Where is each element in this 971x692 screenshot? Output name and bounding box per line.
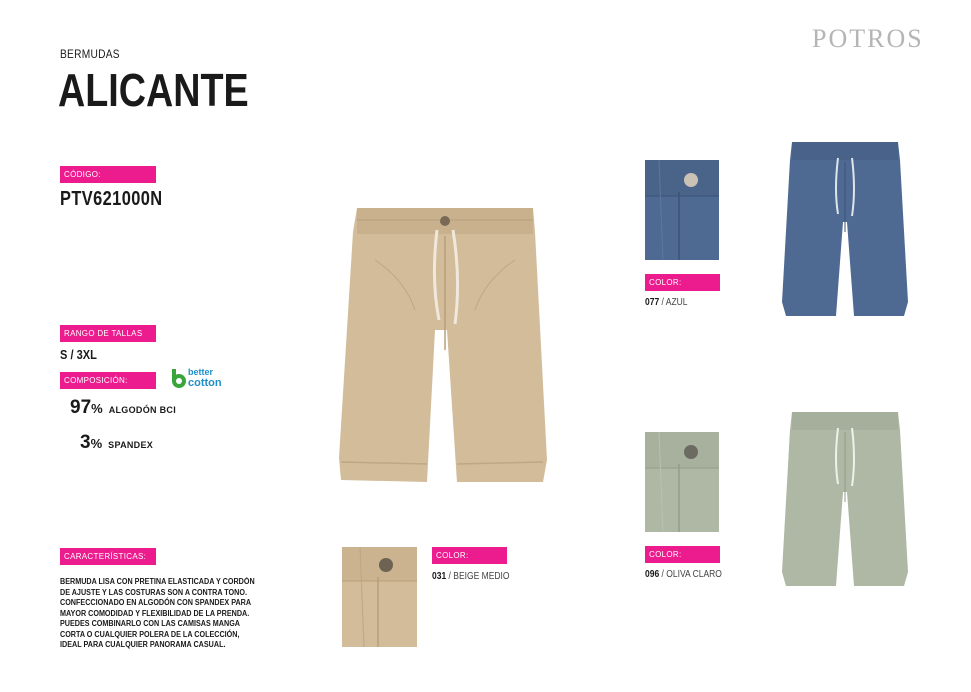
color-code-number: 031 (432, 571, 447, 582)
color-code (645, 569, 722, 580)
composition-pct: 3 (80, 432, 91, 453)
product-title: ALICANTE (58, 64, 249, 116)
product-category: BERMUDAS (60, 47, 120, 61)
code-value: PTV621000N (60, 188, 163, 210)
logo-line1: better (188, 367, 214, 377)
color-code-number: 077 (645, 297, 660, 308)
color-label: COLOR: (432, 547, 507, 564)
better-cotton-logo (170, 367, 228, 391)
features-text: BERMUDA LISA CON PRETINA ELASTICADA Y CORDÓN DE AJUSTE Y LAS COSTURAS SON A CONTRA TONO. CONFECCIONADO EN ALGODÓN CON SPANDEX PARA MAYOR COMODIDAD Y FLEXIBILIDAD DE LA PRENDA. PUEDES COMBINARLO CON LAS CAMISAS MANGA CORTA O CUALQUIER POLERA DE LA COLECCIÓN, IDEAL PARA CUALQUIER PANORAMA CASUAL. (60, 577, 255, 649)
color-code-number: 096 (645, 569, 660, 580)
blue-product-image (780, 140, 910, 320)
features-label: CARACTERÍSTICAS: (60, 548, 156, 565)
color-label: COLOR: (645, 274, 720, 291)
composition-unit: % (90, 436, 103, 451)
color-name: / AZUL (661, 297, 688, 308)
code-label: CÓDIGO: (60, 166, 156, 183)
composition-material: ALGODÓN BCI (108, 405, 177, 415)
blue-detail-image (645, 160, 719, 260)
color-label: COLOR: (645, 546, 720, 563)
sizes-label: RANGO DE TALLAS (60, 325, 156, 342)
olive-detail-image (645, 432, 719, 532)
color-code (432, 571, 509, 582)
color-name: / OLIVA CLARO (661, 569, 722, 580)
color-code (645, 297, 688, 308)
sizes-value: S / 3XL (60, 347, 97, 362)
color-name: / BEIGE MEDIO (448, 571, 510, 582)
composition-item (70, 397, 176, 419)
main-product-image (335, 200, 555, 495)
composition-pct: 97 (70, 397, 92, 418)
logo-line2: cotton (188, 377, 222, 389)
composition-unit: % (91, 401, 103, 416)
composition-item (80, 432, 153, 454)
composition-label: COMPOSICIÓN: (60, 372, 156, 389)
composition-material: SPANDEX (108, 440, 154, 450)
brand-logo: POTROS (812, 24, 924, 53)
beige-detail-image (342, 547, 417, 647)
olive-product-image (780, 410, 910, 590)
